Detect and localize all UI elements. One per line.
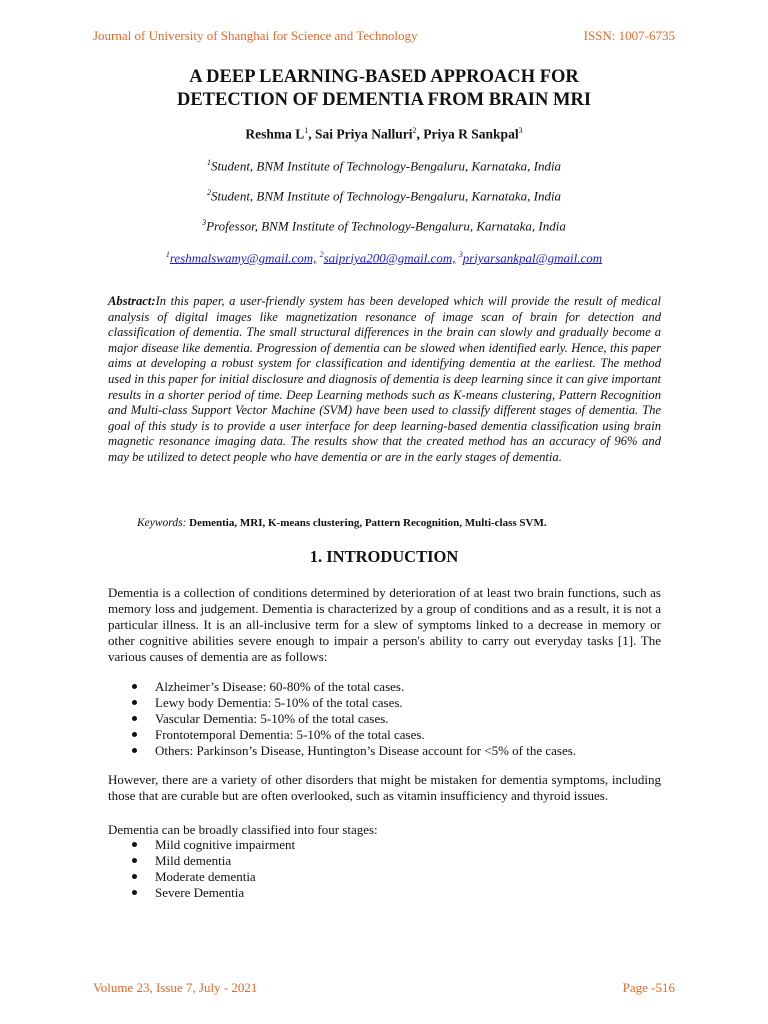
author-name: Reshma L bbox=[245, 126, 305, 142]
intro-paragraph-2: However, there are a variety of other disorders that might be mistaken for dementia symptoms, including those that are curable but are often overlooked, such as vitamin insufficiency and thyroid issues. bbox=[108, 772, 661, 803]
email-sup: 2 bbox=[319, 250, 324, 259]
email-sup: 1 bbox=[165, 250, 170, 259]
affiliation-sup: 3 bbox=[202, 218, 207, 227]
list-item: Lewy body Dementia: 5-10% of the total cases. bbox=[108, 695, 661, 711]
email-list bbox=[60, 250, 708, 266]
email-sup: 3 bbox=[458, 250, 463, 259]
journal-name: Journal of University of Shanghai for Science and Technology bbox=[93, 28, 418, 43]
section-heading: 1. INTRODUCTION bbox=[309, 547, 459, 566]
abstract bbox=[108, 294, 661, 466]
intro-paragraph-1: Dementia is a collection of conditions determined by deterioration of at least two brain functions, such as memory loss and judgement. Dementia is characterized by a group of conditions and as a result, it is not a particular illness. It is an all-inclusive term for a slew of symptoms linked to a decrease in memory or other cognitive abilities severe enough to impair a person's ability to carry out everyday tasks [1]. The various causes of dementia are as follows: bbox=[108, 585, 661, 664]
author-name: Priya R Sankpal bbox=[423, 126, 519, 142]
abstract-label: Abstract: bbox=[108, 294, 156, 308]
list-item: Vascular Dementia: 5-10% of the total cases. bbox=[108, 711, 661, 727]
affiliation bbox=[60, 188, 708, 204]
affiliation-text: Student, BNM Institute of Technology-Bengaluru, Karnataka, India bbox=[210, 188, 562, 204]
author-name: Sai Priya Nalluri bbox=[315, 126, 413, 142]
dementia-stages-list bbox=[108, 837, 661, 901]
list-item: Alzheimer’s Disease: 60-80% of the total cases. bbox=[108, 679, 661, 695]
author-sup: 1 bbox=[304, 126, 309, 135]
author-sup: 2 bbox=[412, 126, 417, 135]
affiliation-sup: 2 bbox=[206, 188, 211, 197]
list-item: Severe Dementia bbox=[108, 885, 661, 901]
abstract-text: In this paper, a user-friendly system has been developed which will provide the result of medical analysis of digital images like magnetization resonance of image scan of brain for detection and classification of dementia. The small structural differences in the brain can slowly and gradually become a major disease like dementia. Progression of dementia can be slowed when identified early. Hence, this paper aims at developing a robust system for classification and identifying dementia at the earliest. The method used in this paper for initial disclosure and diagnosis of dementia is deep learning since it can give important results in a shorter period of time. Deep Learning methods such as K-means clustering, Pattern Recognition and Multi-class Support Vector Machine (SVM) have been used to classify different stages of dementia. The goal of this study is to provide a user interface for deep learning-based dementia classification using brain magnetic resonance imaging data. The results show that the created method has an accuracy of 96% and may be utilized to detect people who have dementia or are in the early stages of dementia. bbox=[108, 294, 661, 464]
email-link[interactable]: reshmalswamy@gmail.com, bbox=[169, 250, 317, 266]
dementia-causes-list bbox=[108, 679, 661, 759]
list-item: Mild dementia bbox=[108, 853, 661, 869]
intro-paragraph-3: Dementia can be broadly classified into four stages: bbox=[108, 822, 378, 837]
author-list: Reshma $L^1$, Sai Priya Nalluri$^2$, Priya R Sankpal$^3$ bbox=[245, 126, 523, 142]
list-item: Frontotemporal Dementia: 5-10% of the total cases. bbox=[108, 727, 661, 743]
paper-title bbox=[60, 66, 708, 112]
affiliation-sup: 1 bbox=[206, 158, 211, 167]
author-sup: 3 bbox=[518, 126, 523, 135]
page-number: Page -516 bbox=[622, 980, 675, 995]
email-link[interactable]: saipriya200@gmail.com, bbox=[323, 250, 456, 266]
title-line-2: DETECTION OF DEMENTIA FROM BRAIN MRI bbox=[176, 90, 592, 110]
keywords bbox=[137, 517, 547, 529]
email-link[interactable]: priyarsankpal@gmail.com bbox=[462, 250, 603, 266]
keywords-text: Dementia, MRI, K-means clustering, Pattern Recognition, Multi-class SVM. bbox=[189, 517, 547, 529]
affiliation bbox=[60, 218, 708, 234]
affiliation bbox=[60, 158, 708, 174]
title-line-1: A DEEP LEARNING-BASED APPROACH FOR bbox=[189, 67, 579, 87]
list-item: Mild cognitive impairment bbox=[108, 837, 661, 853]
list-item: Others: Parkinson’s Disease, Huntington’s Disease account for <5% of the cases. bbox=[108, 743, 661, 759]
list-item: Moderate dementia bbox=[108, 869, 661, 885]
affiliation-text: Student, BNM Institute of Technology-Bengaluru, Karnataka, India bbox=[210, 158, 562, 174]
affiliation-text: Professor, BNM Institute of Technology-Bengaluru, Karnataka, India bbox=[206, 218, 566, 234]
keywords-label: Keywords: bbox=[137, 517, 187, 529]
volume-info: Volume 23, Issue 7, July - 2021 bbox=[93, 980, 258, 995]
issn: ISSN: 1007-6735 bbox=[583, 28, 675, 43]
